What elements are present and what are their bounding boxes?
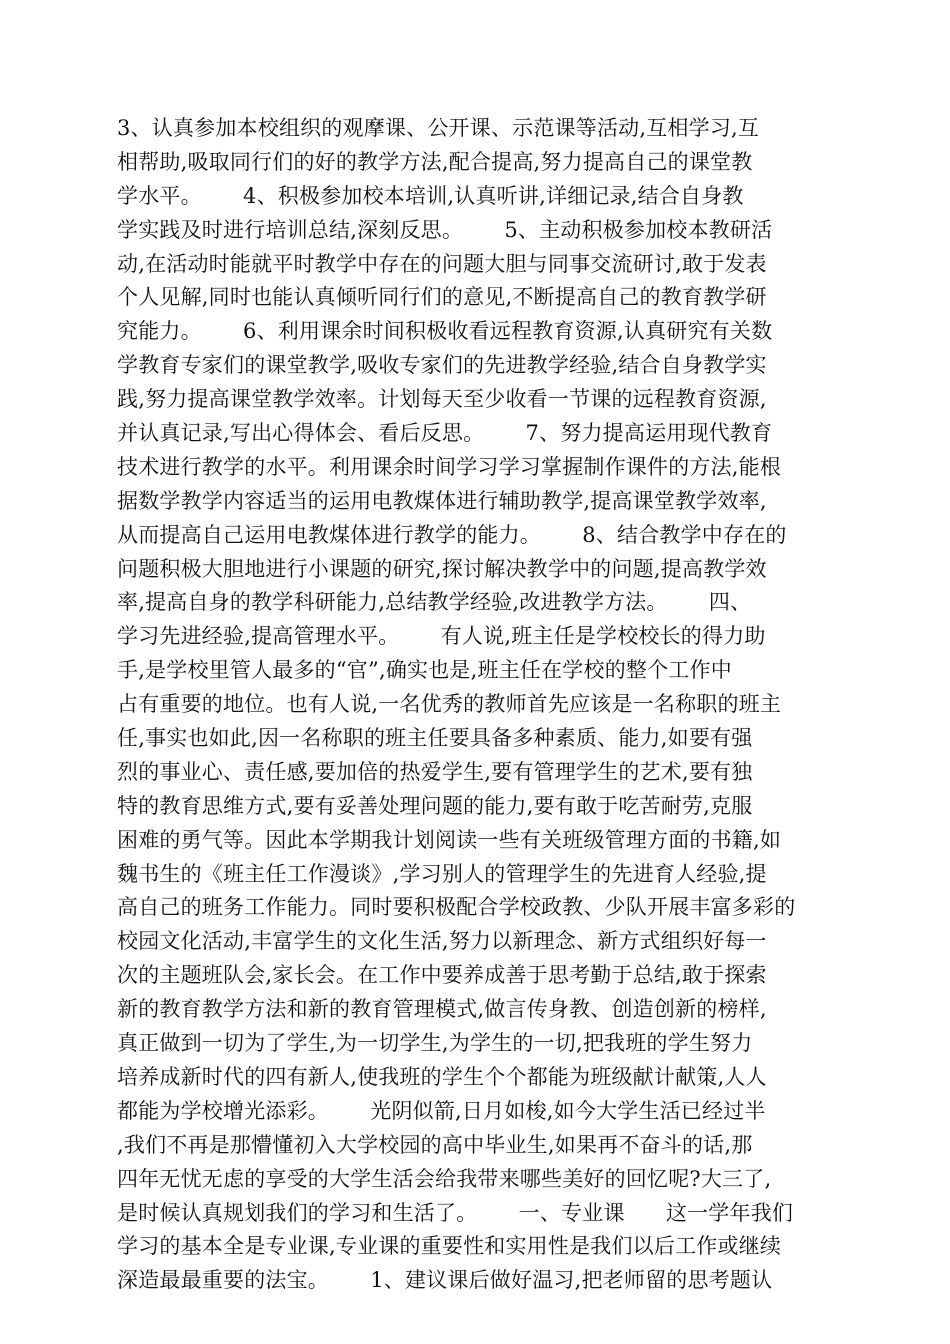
text-line: ,我们不再是那懵懂初入大学校园的高中毕业生,如果再不奋斗的话,那 bbox=[117, 1132, 753, 1157]
text-line: 个人见解,同时也能认真倾听同行们的意见,不断提高自己的教育教学研 bbox=[117, 285, 767, 310]
text-line: 究能力。 6、利用课余时间积极收看远程教育资源,认真研究有关数 bbox=[117, 319, 773, 344]
text-line: 手,是学校里管人最多的“官”,确实也是,班主任在学校的整个工作中 bbox=[117, 658, 732, 683]
text-line: 学实践及时进行培训总结,深刻反思。 5、主动积极参加校本教研活 bbox=[117, 217, 773, 242]
text-line: 问题积极大胆地进行小课题的研究,探讨解决教学中的问题,提高教学效 bbox=[117, 556, 767, 581]
text-line: 困难的勇气等。因此本学期我计划阅读一些有关班级管理方面的书籍,如 bbox=[117, 827, 782, 852]
text-line: 特的教育思维方式,要有妥善处理问题的能力,要有敢于吃苦耐劳,克服 bbox=[117, 793, 753, 818]
text-line: 学习的基本全是专业课,专业课的重要性和实用性是我们以后工作或继续 bbox=[117, 1234, 782, 1259]
text-line: 培养成新时代的四有新人,使我班的学生个个都能为班级献计献策,人人 bbox=[117, 1064, 767, 1089]
text-line: 校园文化活动,丰富学生的文化生活,努力以新理念、新方式组织好每一 bbox=[117, 929, 767, 954]
text-line: 占有重要的地位。也有人说,一名优秀的教师首先应该是一名称职的班主 bbox=[117, 692, 782, 717]
text-line: 都能为学校增光添彩。 光阴似箭,日月如梭,如今大学生活已经过半 bbox=[117, 1098, 766, 1123]
text-line: 率,提高自身的教学科研能力,总结教学经验,改进教学方法。 四、 bbox=[117, 590, 752, 615]
text-line: 践,努力提高课堂教学效率。计划每天至少收看一节课的远程教育资源, bbox=[117, 387, 767, 412]
text-line: 真正做到一切为了学生,为一切学生,为学生的一切,把我班的学生努力 bbox=[117, 1031, 753, 1056]
text-line: 并认真记录,写出心得体会、看后反思。 7、努力提高运用现代教育 bbox=[117, 421, 773, 446]
text-line: 学教育专家们的课堂教学,吸收专家们的先进教学经验,结合自身教学实 bbox=[117, 353, 767, 378]
text-line: 任,事实也如此,因一名称职的班主任要具备多种素质、能力,如要有强 bbox=[117, 726, 753, 751]
text-line: 是时候认真规划我们的学习和生活了。 一、专业课 这一学年我们 bbox=[117, 1200, 794, 1225]
text-line: 技术进行教学的水平。利用课余时间学习学习掌握制作课件的方法,能根 bbox=[117, 454, 782, 479]
text-line: 从而提高自己运用电教煤体进行教学的能力。 8、结合教学中存在的 bbox=[117, 522, 787, 547]
text-line: 四年无忧无虑的享受的大学生活会给我带来哪些美好的回忆呢?大三了, bbox=[117, 1166, 772, 1191]
text-line: 高自己的班务工作能力。同时要积极配合学校政教、少队开展丰富多彩的 bbox=[117, 895, 796, 920]
text-line: 相帮助,吸取同行们的好的教学方法,配合提高,努力提高自己的课堂教 bbox=[117, 149, 753, 174]
text-line: 学水平。 4、积极参加校本培训,认真听讲,详细记录,结合自身教 bbox=[117, 183, 744, 208]
text-line: 魏书生的《班主任工作漫谈》,学习别人的管理学生的先进育人经验,提 bbox=[117, 861, 767, 886]
body-text bbox=[117, 112, 837, 1298]
text-line: 3、认真参加本校组织的观摩课、公开课、示范课等活动,互相学习,互 bbox=[117, 116, 760, 140]
text-line: 新的教育教学方法和新的教育管理模式,做言传身教、创造创新的榜样, bbox=[117, 997, 767, 1022]
text-line: 动,在活动时能就平时教学中存在的问题大胆与同事交流研讨,敢于发表 bbox=[117, 251, 767, 276]
text-line: 据数学教学内容适当的运用电教煤体进行辅助教学,提高课堂教学效率, bbox=[117, 488, 767, 513]
text-line: 次的主题班队会,家长会。在工作中要养成善于思考勤于总结,敢于探索 bbox=[117, 963, 767, 988]
text-line: 烈的事业心、责任感,要加倍的热爱学生,要有管理学生的艺术,要有独 bbox=[117, 759, 753, 784]
text-line: 深造最最重要的法宝。 1、建议课后做好温习,把老师留的思考题认 bbox=[117, 1268, 773, 1293]
text-line: 学习先进经验,提高管理水平。 有人说,班主任是学校校长的得力助 bbox=[117, 624, 766, 649]
